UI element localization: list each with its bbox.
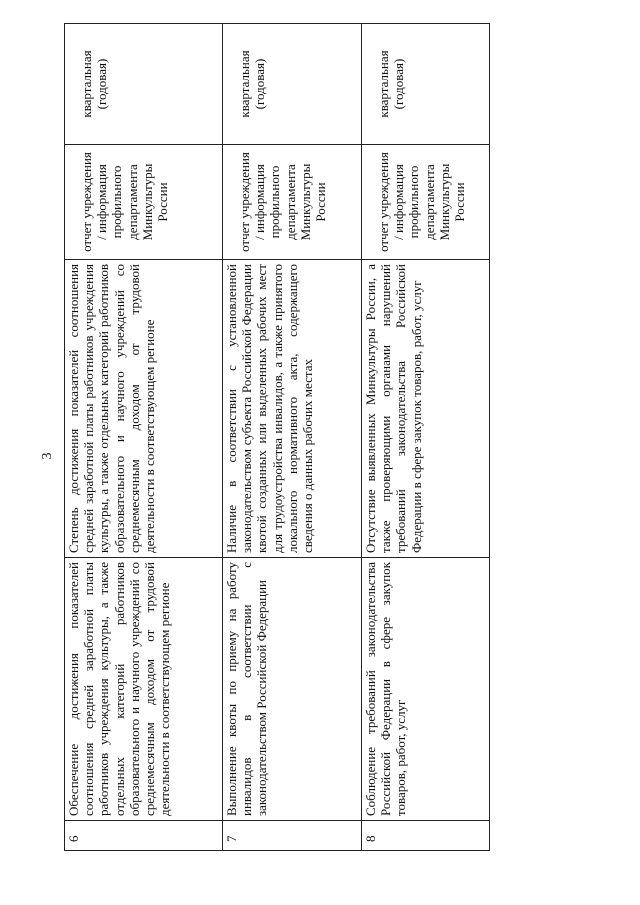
goal-cell: Соблюдение требований законодательства Российской Федерации в сфере закупок товаров, работ, услуг	[362, 558, 490, 821]
goal-cell: Обеспечение достижения показателей соотношения средней заработной платы работников учреждения культуры, а также отдельных категорий работников образовательного и научного учреждений со среднемесячным доходом от трудовой деятельности в соответствующем регионе	[65, 558, 223, 821]
row-number: 7	[223, 821, 362, 851]
source-cell: отчет учреждения / информация профильного департамента Минкультуры России	[65, 145, 223, 260]
criteria-table	[64, 23, 490, 851]
page-number: 3	[40, 452, 55, 460]
source-cell: отчет учреждения / информация профильного департамента Минкультуры России	[362, 145, 490, 260]
period-cell: квартальная (годовая)	[65, 24, 223, 145]
criterion-cell: Степень достижения показателей соотношения средней заработной платы работников учреждения культуры, а также отдельных категорий работников образовательного и научного учреждений со среднемесячным доходом от трудовой деятельности в соответствующем регионе	[65, 260, 223, 558]
table-row	[65, 24, 223, 851]
source-cell: отчет учреждения / информация профильного департамента Минкультуры России	[223, 145, 362, 260]
row-number: 8	[362, 821, 490, 851]
row-number: 6	[65, 821, 223, 851]
period-cell: квартальная (годовая)	[362, 24, 490, 145]
table-row	[362, 24, 490, 851]
rotated-table-container	[64, 24, 490, 851]
criterion-cell: Наличие в соответствии с установленной законодательством субъекта Российской Федерации квотой созданных или выделенных рабочих мест для трудоустройства инвалидов, а также принятого локального нормативного акта, содержащего сведения о данных рабочих местах	[223, 260, 362, 558]
period-cell: квартальная (годовая)	[223, 24, 362, 145]
goal-cell: Выполнение квоты по приему на работу инвалидов в соответствии с законодательством Российской Федерации	[223, 558, 362, 821]
table-row	[223, 24, 362, 851]
criterion-cell: Отсутствие выявленных Минкультуры России, а также проверяющими органами нарушений требований законодательства Российской Федерации в сфере закупок товаров, работ, услуг	[362, 260, 490, 558]
